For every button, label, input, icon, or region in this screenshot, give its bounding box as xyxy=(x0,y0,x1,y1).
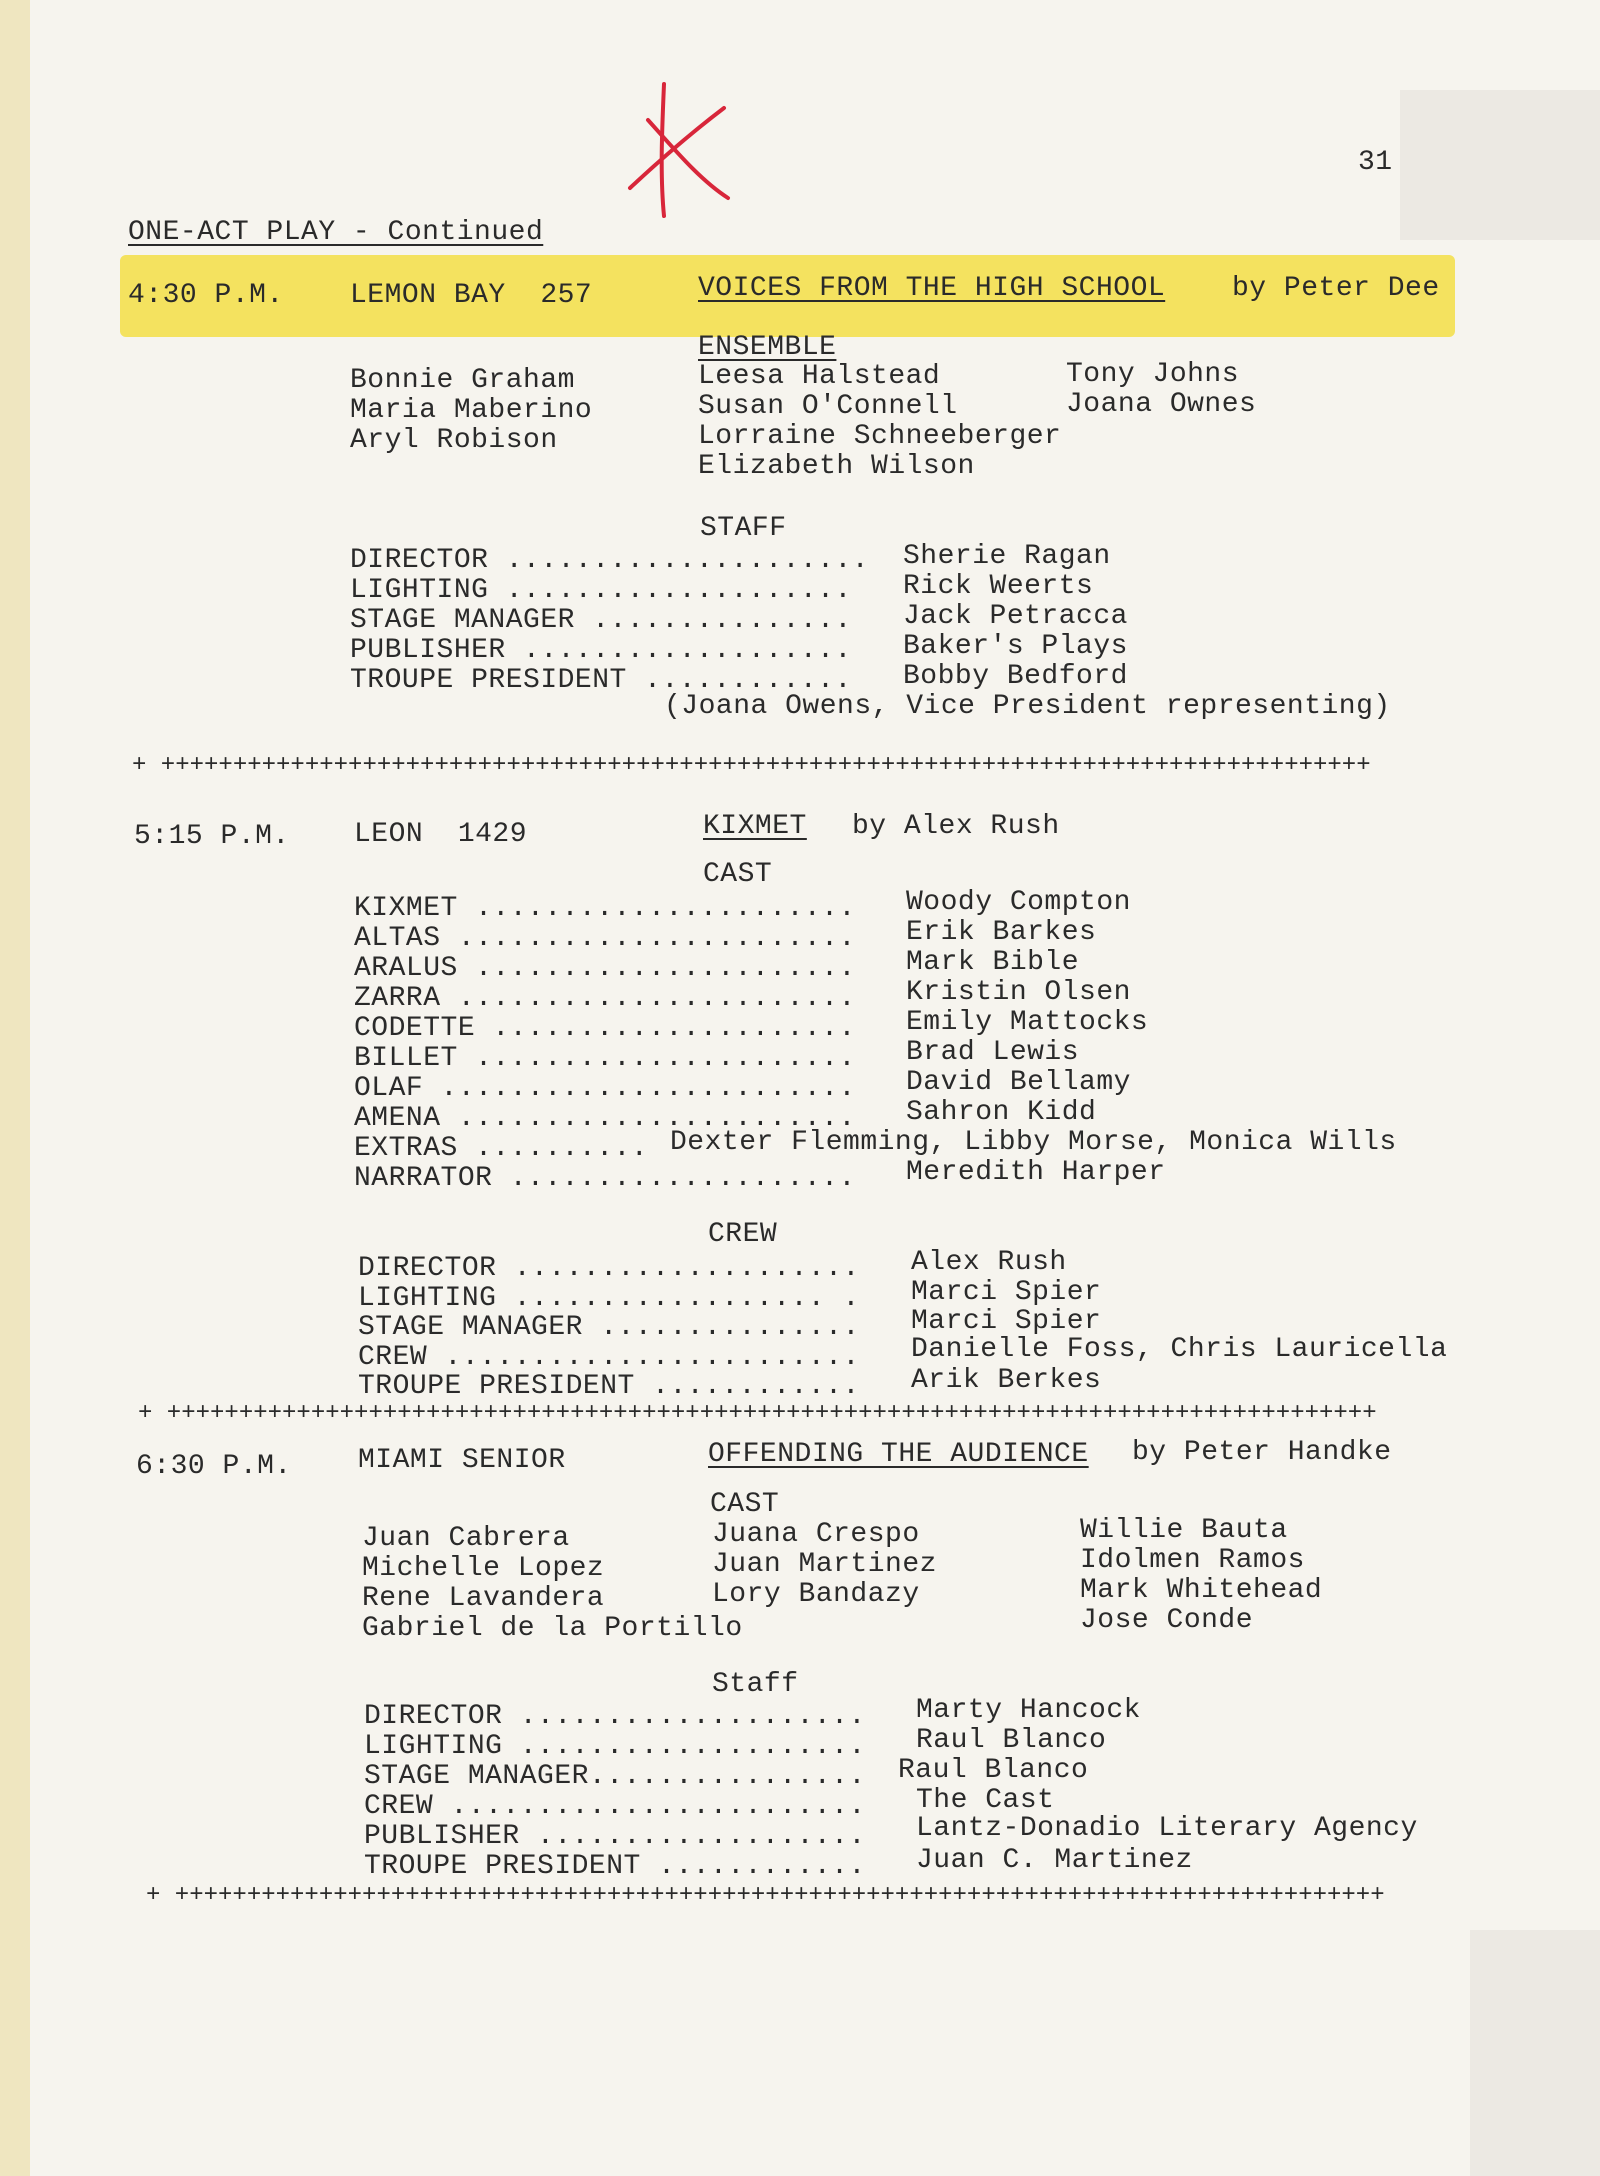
play-3-author: by Peter Handke xyxy=(1132,1437,1392,1468)
play-1-staff-name: Sherie Ragan xyxy=(903,541,1111,572)
play-2-time: 5:15 P.M. xyxy=(134,821,290,852)
play-3-staff-name: Raul Blanco xyxy=(898,1755,1089,1786)
play-2-crew-name: Marci Spier xyxy=(911,1306,1102,1337)
play-3-cast-member: Juan Cabrera xyxy=(362,1523,570,1554)
play-3-staff-role: DIRECTOR .................... xyxy=(364,1701,866,1732)
separator-line: + ++++++++++++++++++++++++++++++++++++++++++++++++++++++++++++++++++++++++++++++++++++ xyxy=(132,752,1371,779)
play-2-crew-role: TROUPE PRESIDENT ............ xyxy=(358,1371,860,1402)
play-2-school: LEON 1429 xyxy=(354,819,528,850)
play-2-title: KIXMET xyxy=(703,811,807,842)
play-2-cast-name: Brad Lewis xyxy=(906,1037,1080,1068)
play-3-staff-role: PUBLISHER ................... xyxy=(364,1821,866,1852)
play-2-cast-name: Mark Bible xyxy=(906,947,1080,978)
play-1-staff-note: (Joana Owens, Vice President representing) xyxy=(664,691,1391,722)
play-3-staff-name: Marty Hancock xyxy=(916,1695,1141,1726)
play-3-cast-member: Willie Bauta xyxy=(1080,1515,1288,1546)
red-asterisk-mark xyxy=(620,80,740,220)
play-1-title: VOICES FROM THE HIGH SCHOOL xyxy=(698,273,1166,304)
play-3-cast-member: Lory Bandazy xyxy=(712,1579,920,1610)
play-1-ensemble-member: Elizabeth Wilson xyxy=(698,451,975,482)
play-2-cast-role: ZARRA ....................... xyxy=(354,983,856,1014)
play-2-cast-role: EXTRAS .......... xyxy=(354,1133,649,1164)
play-2-cast-name: Sahron Kidd xyxy=(906,1097,1097,1128)
play-1-ensemble-member: Aryl Robison xyxy=(350,425,558,456)
play-1-staff-role: DIRECTOR ..................... xyxy=(350,545,870,576)
play-2-crew-role: CREW ........................ xyxy=(358,1342,860,1373)
play-2-cast-label: CAST xyxy=(703,859,773,890)
play-2-author: by Alex Rush xyxy=(852,811,1060,842)
play-2-cast-name: Meredith Harper xyxy=(906,1157,1166,1188)
play-1-ensemble-label: ENSEMBLE xyxy=(698,332,837,363)
play-2-crew-name: Alex Rush xyxy=(911,1247,1067,1278)
play-1-ensemble-member: Joana Ownes xyxy=(1066,389,1257,420)
play-3-staff-name: Juan C. Martinez xyxy=(916,1845,1193,1876)
play-1-staff-role: STAGE MANAGER ............... xyxy=(350,605,852,636)
play-2-cast-role: NARRATOR .................... xyxy=(354,1163,856,1194)
play-2-crew-label: CREW xyxy=(708,1219,778,1250)
play-3-title: OFFENDING THE AUDIENCE xyxy=(708,1439,1089,1470)
play-3-staff-name: Lantz-Donadio Literary Agency xyxy=(916,1813,1418,1844)
play-1-ensemble-member: Susan O'Connell xyxy=(698,391,958,422)
play-3-cast-member: Mark Whitehead xyxy=(1080,1575,1323,1606)
play-2-cast-role: OLAF ........................ xyxy=(354,1073,856,1104)
play-2-crew-name: Danielle Foss, Chris Lauricella xyxy=(911,1334,1448,1365)
play-3-cast-member: Juana Crespo xyxy=(712,1519,920,1550)
play-2-cast-role: KIXMET ...................... xyxy=(354,893,856,924)
play-3-time: 6:30 P.M. xyxy=(136,1451,292,1482)
play-3-staff-name: The Cast xyxy=(916,1785,1055,1816)
page-heading: ONE-ACT PLAY - Continued xyxy=(128,217,544,248)
play-1-time: 4:30 P.M. xyxy=(128,280,284,311)
play-3-cast-member: Michelle Lopez xyxy=(362,1553,605,1584)
play-2-cast-name: Emily Mattocks xyxy=(906,1007,1149,1038)
play-1-ensemble-member: Maria Maberino xyxy=(350,395,593,426)
play-3-cast-member: Rene Lavandera xyxy=(362,1583,605,1614)
play-2-crew-role: LIGHTING .................. . xyxy=(358,1283,860,1314)
play-2-crew-role: STAGE MANAGER ............... xyxy=(358,1312,860,1343)
play-1-staff-name: Rick Weerts xyxy=(903,571,1094,602)
paper-tab-top xyxy=(1400,90,1600,240)
play-2-cast-role: ALTAS ....................... xyxy=(354,923,856,954)
play-1-ensemble-member: Lorraine Schneeberger xyxy=(698,421,1062,452)
play-1-school: LEMON BAY 257 xyxy=(350,280,593,311)
play-3-staff-label: Staff xyxy=(712,1669,799,1700)
separator-line: + ++++++++++++++++++++++++++++++++++++++++++++++++++++++++++++++++++++++++++++++++++++ xyxy=(146,1882,1385,1909)
play-2-cast-name: Kristin Olsen xyxy=(906,977,1131,1008)
page-number: 31 xyxy=(1358,147,1393,178)
play-3-staff-role: LIGHTING .................... xyxy=(364,1731,866,1762)
play-2-cast-role: ARALUS ...................... xyxy=(354,953,856,984)
play-3-cast-member: Jose Conde xyxy=(1080,1605,1254,1636)
play-2-crew-name: Arik Berkes xyxy=(911,1365,1102,1396)
play-2-cast-name: Dexter Flemming, Libby Morse, Monica Wills xyxy=(670,1127,1397,1158)
play-1-staff-name: Baker's Plays xyxy=(903,631,1128,662)
play-2-crew-role: DIRECTOR .................... xyxy=(358,1253,860,1284)
play-1-staff-label: STAFF xyxy=(700,513,787,544)
play-2-cast-role: AMENA ....................... xyxy=(354,1103,856,1134)
play-3-staff-name: Raul Blanco xyxy=(916,1725,1107,1756)
play-1-staff-name: Bobby Bedford xyxy=(903,661,1128,692)
play-3-staff-role: CREW ........................ xyxy=(364,1791,866,1822)
play-3-cast-member: Idolmen Ramos xyxy=(1080,1545,1305,1576)
play-2-crew-name: Marci Spier xyxy=(911,1277,1102,1308)
play-3-cast-member: Gabriel de la Portillo xyxy=(362,1613,743,1644)
play-2-cast-name: David Bellamy xyxy=(906,1067,1131,1098)
play-2-cast-role: CODETTE ..................... xyxy=(354,1013,856,1044)
play-1-ensemble-member: Tony Johns xyxy=(1066,359,1240,390)
play-3-school: MIAMI SENIOR xyxy=(358,1445,566,1476)
paper-tab-bottom xyxy=(1470,1930,1600,2176)
play-1-staff-name: Jack Petracca xyxy=(903,601,1128,632)
play-1-ensemble-member: Leesa Halstead xyxy=(698,361,941,392)
play-1-author: by Peter Dee xyxy=(1232,273,1440,304)
play-2-cast-name: Erik Barkes xyxy=(906,917,1097,948)
play-3-staff-role: STAGE MANAGER................ xyxy=(364,1761,866,1792)
play-3-cast-member: Juan Martinez xyxy=(712,1549,937,1580)
play-3-staff-role: TROUPE PRESIDENT ............ xyxy=(364,1851,866,1882)
play-1-staff-role: TROUPE PRESIDENT ............ xyxy=(350,665,852,696)
play-3-cast-label: CAST xyxy=(710,1489,780,1520)
play-2-cast-role: BILLET ...................... xyxy=(354,1043,856,1074)
play-1-staff-role: LIGHTING .................... xyxy=(350,575,852,606)
separator-line: + ++++++++++++++++++++++++++++++++++++++++++++++++++++++++++++++++++++++++++++++++++++ xyxy=(138,1400,1377,1427)
play-2-cast-name: Woody Compton xyxy=(906,887,1131,918)
play-1-ensemble-member: Bonnie Graham xyxy=(350,365,575,396)
play-1-staff-role: PUBLISHER ................... xyxy=(350,635,852,666)
